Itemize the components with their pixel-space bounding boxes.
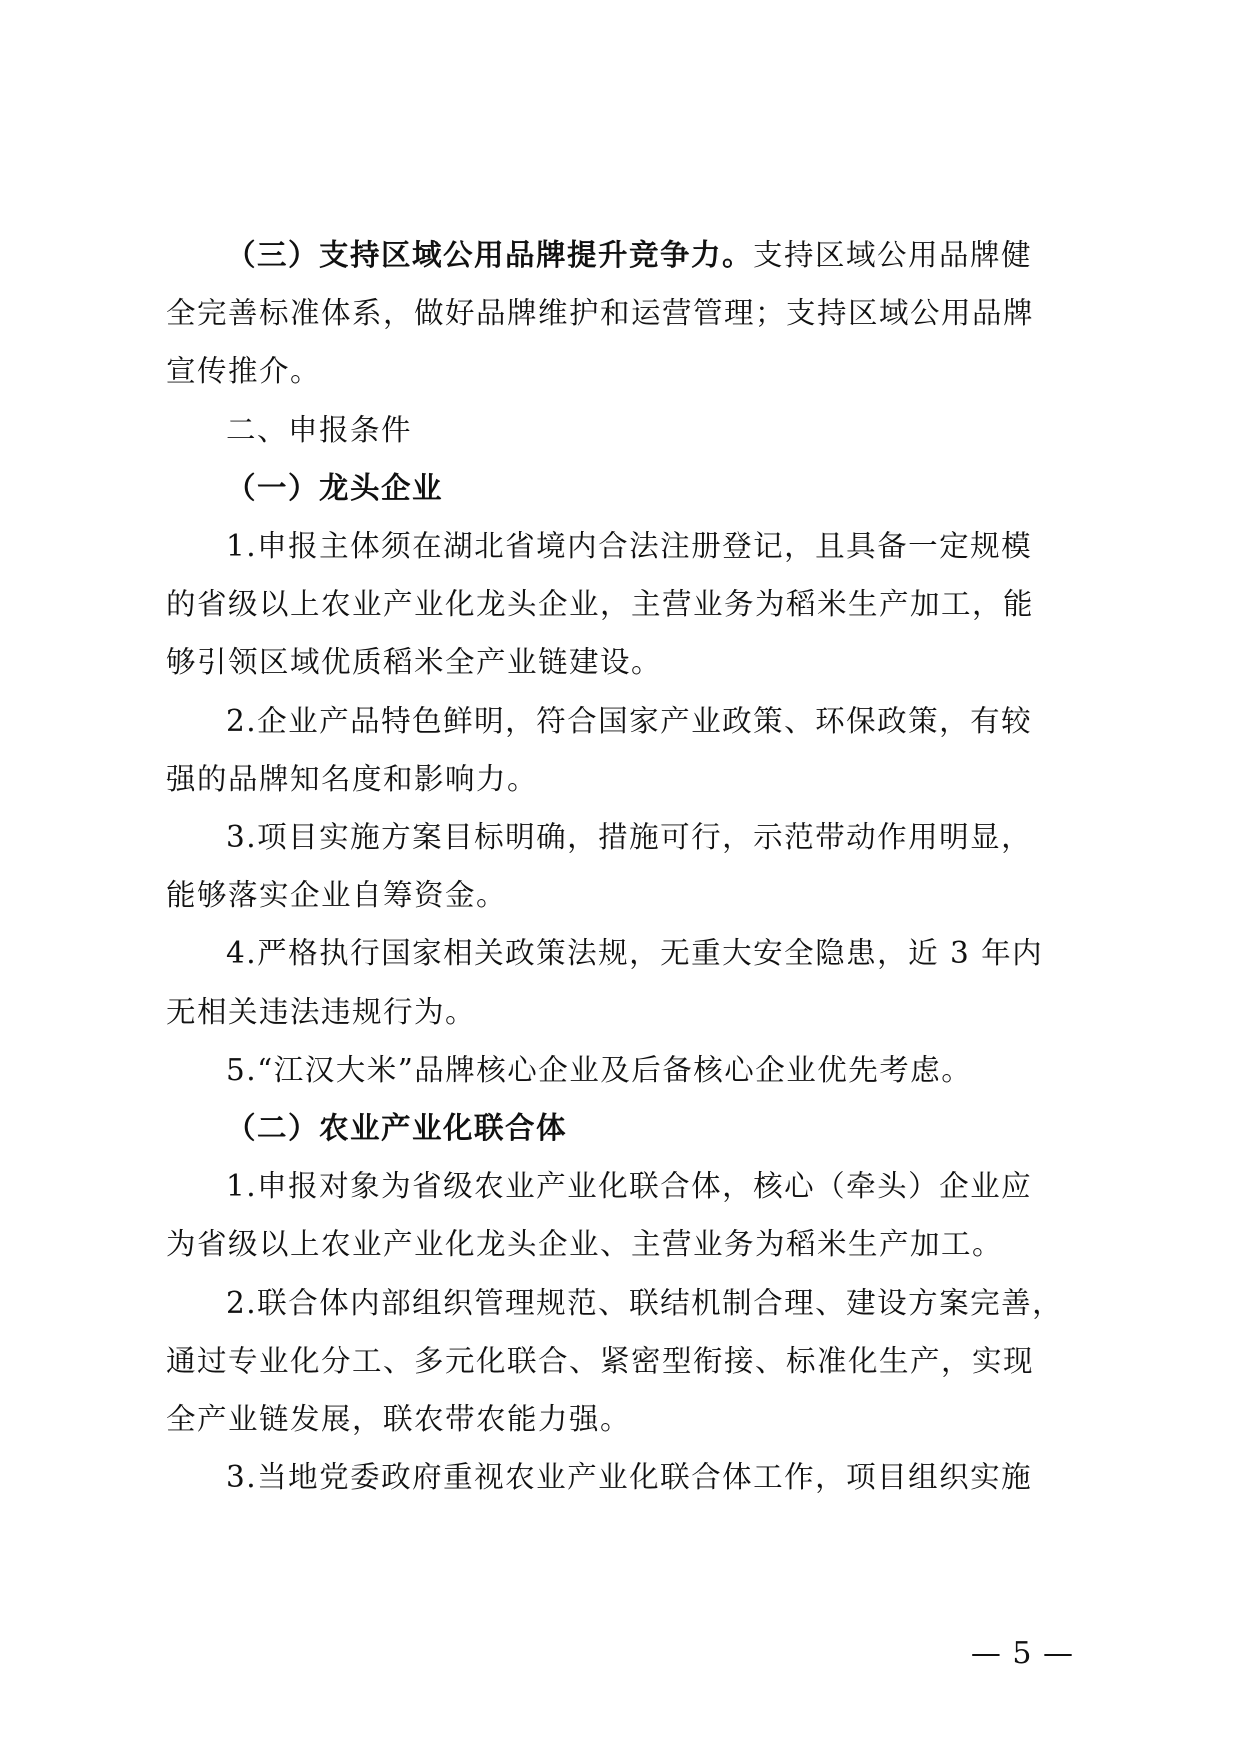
sub-one-list (166, 517, 1074, 1099)
section-three-text-line3: 宣传推介。 (166, 354, 322, 389)
part-two-heading: 二、申报条件 (226, 412, 413, 447)
section-three-heading: （三）支持区域公用品牌提升竞争力。 (226, 238, 754, 272)
item-line: 无相关违法违规行为。 (166, 994, 477, 1029)
sub-one-item-5 (166, 1041, 1074, 1099)
sub-one-heading: （一）龙头企业 (226, 470, 444, 505)
item-line: 2.企业产品特色鲜明，符合国家产业政策、环保政策，有较 (226, 703, 1033, 738)
sub-two-item-2 (166, 1274, 1074, 1449)
sub-two-item-3 (166, 1448, 1074, 1506)
sub-one-item-3 (166, 808, 1074, 924)
item-line: 能够落实企业自筹资金。 (166, 878, 508, 913)
sub-two-list (166, 1157, 1074, 1506)
item-line: 全产业链发展，联农带农能力强。 (166, 1402, 632, 1437)
section-three-text-line1: 支持区域公用品牌健 (753, 238, 1033, 272)
section-three-text-line2: 全完善标准体系，做好品牌维护和运营管理；支持区域公用品牌 (166, 296, 1035, 331)
item-line: 通过专业化分工、多元化联合、紧密型衔接、标准化生产，实现 (166, 1343, 1035, 1378)
document-body (166, 226, 1074, 1506)
item-line: 2.联合体内部组织管理规范、联结机制合理、建设方案完善， (226, 1285, 1064, 1320)
item-line: 3.项目实施方案目标明确，措施可行，示范带动作用明显， (226, 820, 1033, 855)
sub-two-heading: （二）农业产业化联合体 (226, 1111, 568, 1146)
page-number: — 5 — (970, 1636, 1074, 1671)
sub-one-item-1 (166, 517, 1074, 692)
item-line: 5.“江汉大米”品牌核心企业及后备核心企业优先考虑。 (226, 1052, 973, 1087)
item-line: 4.严格执行国家相关政策法规，无重大安全隐患，近 3 年内 (226, 936, 1044, 971)
item-line: 强的品牌知名度和影响力。 (166, 761, 539, 796)
item-line: 为省级以上农业产业化龙头企业、主营业务为稻米生产加工。 (166, 1227, 1004, 1262)
sub-one-item-2 (166, 692, 1074, 808)
sub-two-item-1 (166, 1157, 1074, 1273)
item-line: 1.申报主体须在湖北省境内合法注册登记，且具备一定规模 (226, 529, 1033, 564)
item-line: 的省级以上农业产业化龙头企业，主营业务为稻米生产加工，能 (166, 587, 1035, 622)
sub-one-item-4 (166, 924, 1074, 1040)
item-line: 够引领区域优质稻米全产业链建设。 (166, 645, 663, 680)
section-three-paragraph (166, 226, 1074, 401)
item-line: 1.申报对象为省级农业产业化联合体，核心（牵头）企业应 (226, 1169, 1033, 1204)
item-line: 3.当地党委政府重视农业产业化联合体工作，项目组织实施 (226, 1460, 1033, 1495)
